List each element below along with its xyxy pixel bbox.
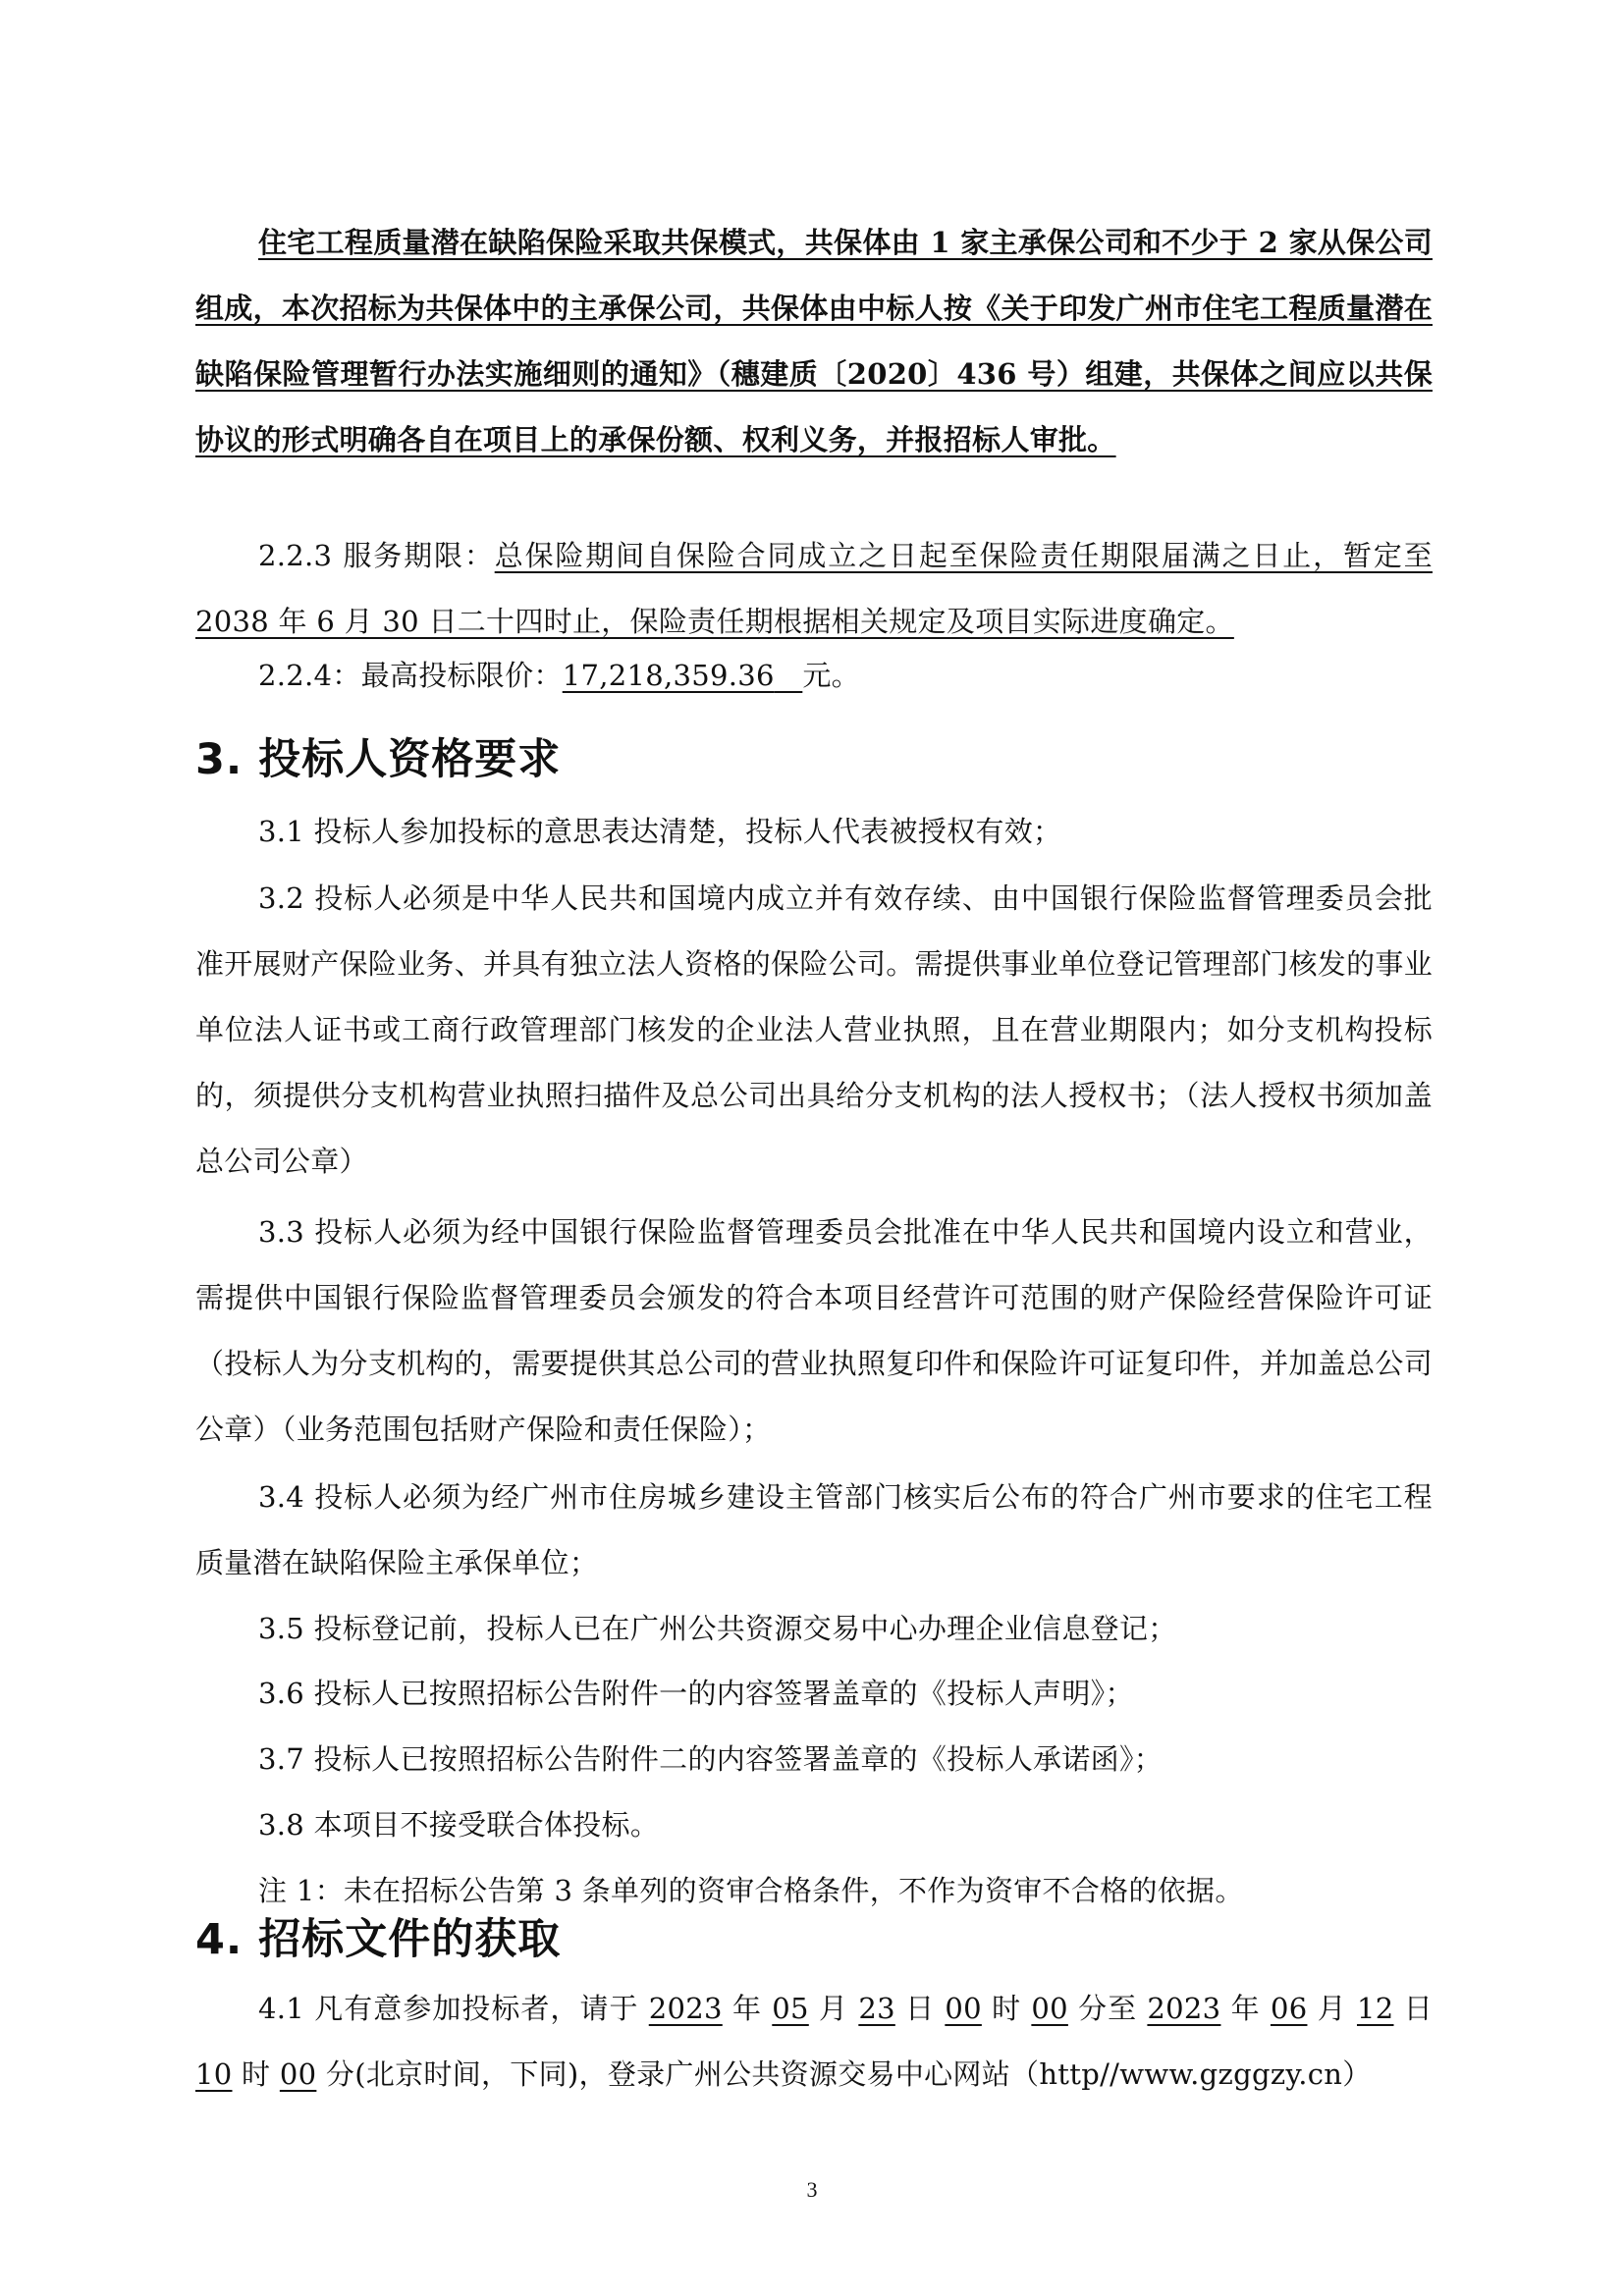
- max-price-value: 17,218,359.36: [562, 659, 775, 692]
- note-1: 注 1：未在招标公告第 3 条单列的资审合格条件，不作为资审不合格的依据。: [258, 1874, 1244, 1907]
- paragraph-2-2-4: [195, 643, 1433, 709]
- paragraph-3-8: 3.8 本项目不接受联合体投标。: [258, 1808, 660, 1842]
- paragraph-3-6: 3.6 投标人已按照招标公告附件一的内容签署盖章的《投标人声明》；: [258, 1677, 1134, 1710]
- max-price-unit: 元。: [802, 659, 860, 692]
- paragraph-4-1: 4.1 凡有意参加投标者，请于 2023 年 05 月 23 日 00 时 00 分至 2023 年 06 月 12 日10 时 00 分(北京时间，下同)，登录广州公共资源交易中心网站（http//www.gzggzy.cn）: [195, 1992, 1434, 2091]
- paragraph-3-3: 3.3 投标人必须为经中国银行保险监督管理委员会批准在中华人民共和国境内设立和营业，需提供中国银行保险监督管理委员会颁发的符合本项目经营许可范围的财产保险经营保险许可证（投标人为分支机构的，需要提供其总公司的营业执照复印件和保险许可证复印件，并加盖总公司公章）（业务范围包括财产保险和责任保险）；: [195, 1215, 1433, 1446]
- start-day: 23: [858, 1992, 895, 2025]
- paragraph-3-5: 3.5 投标登记前，投标人已在广州公共资源交易中心办理企业信息登记；: [258, 1612, 1177, 1645]
- paragraph-2-2-3: [195, 523, 1433, 655]
- paragraph-3-2: 3.2 投标人必须是中华人民共和国境内成立并有效存续、由中国银行保险监督管理委员会批准开展财产保险业务、并具有独立法人资格的保险公司。需提供事业单位登记管理部门核发的事业单位法人证书或工商行政管理部门核发的企业法人营业执照，且在营业期限内；如分支机构投标的，须提供分支机构营业执照扫描件及总公司出具给分支机构的法人授权书；（法人授权书须加盖总公司公章）: [195, 881, 1433, 1178]
- max-price-label: 2.2.4：最高投标限价：: [258, 659, 563, 692]
- start-hour: 00: [945, 1992, 982, 2025]
- page-number: 3: [806, 2177, 818, 2202]
- end-day: 12: [1356, 1992, 1394, 2025]
- service-period-text: 总保险期间自保险合同成立之日起至保险责任期限届满之日止，暂定至 2038 年 6 月 30 日二十四时止，保险责任期根据相关规定及项目实际进度确定。: [195, 539, 1433, 638]
- start-year: 2023: [648, 1992, 723, 2025]
- section-heading-4: 4. 招标文件的获取: [195, 1915, 562, 1964]
- end-minute: 00: [279, 2057, 317, 2091]
- start-month: 05: [772, 1992, 809, 2025]
- paragraph-3-4: 3.4 投标人必须为经广州市住房城乡建设主管部门核实后公布的符合广州市要求的住宅工程质量潜在缺陷保险主承保单位；: [195, 1480, 1433, 1579]
- paragraph-3-1: 3.1 投标人参加投标的意思表达清楚，投标人代表被授权有效；: [258, 815, 1062, 848]
- section-heading-3: 3. 投标人资格要求: [195, 735, 562, 784]
- paragraph-co-insurance: 住宅工程质量潜在缺陷保险采取共保模式，共保体由 1 家主承保公司和不少于 2 家从保公司组成，本次招标为共保体中的主承保公司，共保体由中标人按《关于印发广州市住宅工程质量潜在缺陷保险管理暂行办法实施细则的通知》（穗建质〔2020〕436 号）组建，共保体之间应以共保协议的形式明确各自在项目上的承保份额、权利义务，并报招标人审批。: [195, 226, 1433, 456]
- paragraph-3-7: 3.7 投标人已按照招标公告附件二的内容签署盖章的《投标人承诺函》；: [258, 1742, 1164, 1776]
- end-month: 06: [1270, 1992, 1308, 2025]
- end-year: 2023: [1147, 1992, 1221, 2025]
- start-minute: 00: [1031, 1992, 1068, 2025]
- end-hour: 10: [195, 2057, 233, 2091]
- paragraph-2-2-3-label: 2.2.3 服务期限：: [258, 539, 495, 572]
